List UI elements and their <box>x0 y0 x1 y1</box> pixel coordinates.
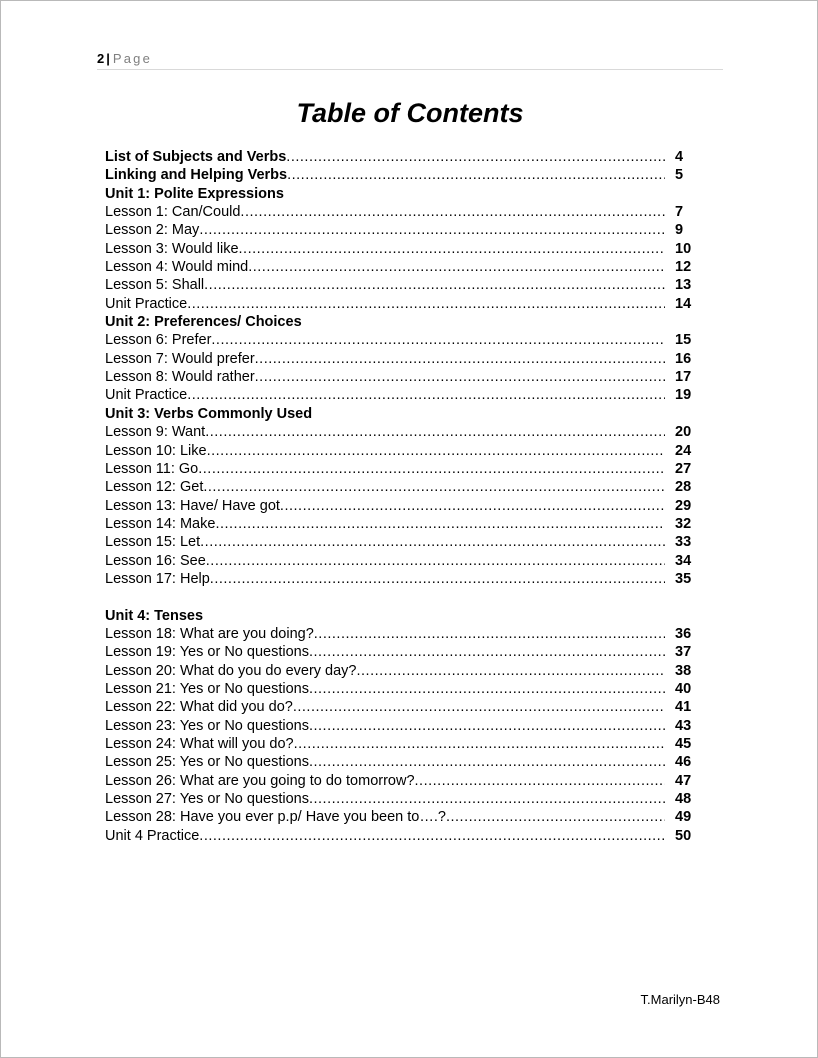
toc-entry-title: Lesson 3: Would like <box>105 240 239 257</box>
toc-leader-dots <box>187 386 665 404</box>
toc-page-number: 28 <box>675 479 692 496</box>
toc-entry[interactable] <box>105 698 715 716</box>
toc-page-number: 5 <box>675 167 684 184</box>
toc-entry-title: Lesson 4: Would mind <box>105 259 249 276</box>
page-footer: T.Marilyn-B48 <box>640 992 720 1007</box>
toc-leader-dots <box>287 166 665 184</box>
toc-leader-dots <box>286 148 665 166</box>
toc-entry-title: Lesson 12: Get <box>105 479 204 496</box>
toc-leader-dots <box>200 533 665 551</box>
toc-entry-title: Lesson 6: Prefer <box>105 332 212 349</box>
toc-leader-dots <box>206 552 665 570</box>
toc-entry[interactable] <box>105 350 715 368</box>
toc-entry-title: Lesson 7: Would prefer <box>105 350 255 367</box>
toc-entry-title: Unit 2: Preferences/ Choices <box>105 314 302 331</box>
toc-leader-dots <box>207 442 665 460</box>
page-header <box>97 51 723 70</box>
toc-page-number: 9 <box>675 222 684 239</box>
toc-leader-dots <box>294 735 665 753</box>
toc-entry-title: Unit Practice <box>105 387 188 404</box>
toc-leader-dots <box>255 350 665 368</box>
toc-page-number: 15 <box>675 332 692 349</box>
page-number: 2 <box>97 51 105 66</box>
toc-page-number: 7 <box>675 204 684 221</box>
toc-entry[interactable] <box>105 166 715 184</box>
toc-entry-title: Lesson 18: What are you doing? <box>105 625 314 642</box>
toc-leader-dots <box>255 368 665 386</box>
toc-entry-title: Unit 4 Practice <box>105 827 200 844</box>
toc-entry[interactable] <box>105 276 715 294</box>
toc-entry[interactable] <box>105 772 715 790</box>
toc-entry-title: Lesson 25: Yes or No questions <box>105 754 309 771</box>
toc-entry[interactable] <box>105 643 715 661</box>
toc-entry-title: Unit 3: Verbs Commonly Used <box>105 405 313 422</box>
toc-entry[interactable] <box>105 460 715 478</box>
toc-leader-dots <box>204 276 665 294</box>
toc-entry[interactable] <box>105 203 715 221</box>
toc-entry[interactable] <box>105 662 715 680</box>
toc-page-number: 20 <box>675 424 692 441</box>
toc-page-number: 16 <box>675 350 692 367</box>
toc-page-number: 10 <box>675 240 692 257</box>
toc-leader-dots <box>415 772 665 790</box>
toc-leader-dots <box>210 570 665 588</box>
toc-page-number: 35 <box>675 570 692 587</box>
table-of-contents <box>105 148 715 845</box>
toc-entry-title: Lesson 24: What will you do? <box>105 736 294 752</box>
toc-page-number: 38 <box>675 662 692 679</box>
toc-entry-title: Lesson 10: Like <box>105 442 207 459</box>
toc-entry-title: Unit 1: Polite Expressions <box>105 185 284 202</box>
toc-entry[interactable] <box>105 570 715 588</box>
toc-entry-title: Lesson 5: Shall <box>105 277 205 294</box>
toc-leader-dots <box>215 515 665 533</box>
toc-entry[interactable] <box>105 827 715 845</box>
header-separator: | <box>106 51 110 66</box>
toc-entry[interactable] <box>105 240 715 258</box>
toc-entry-title: Lesson 20: What do you do every day? <box>105 662 357 679</box>
toc-entry[interactable] <box>105 221 715 239</box>
toc-entry-title: Lesson 16: See <box>105 552 206 569</box>
toc-page-number: 32 <box>675 515 692 532</box>
toc-entry[interactable] <box>105 386 715 404</box>
toc-entry[interactable] <box>105 478 715 496</box>
toc-entry[interactable] <box>105 735 715 753</box>
toc-page-number: 29 <box>675 497 692 514</box>
toc-leader-dots <box>309 680 665 698</box>
toc-entry[interactable] <box>105 680 715 698</box>
toc-leader-dots <box>203 478 665 496</box>
toc-entry-title: Lesson 9: Want <box>105 424 206 441</box>
toc-entry-title: Lesson 13: Have/ Have got <box>105 497 280 514</box>
toc-page-number: 19 <box>675 387 692 404</box>
toc-section-heading <box>105 607 715 625</box>
toc-entry-title: Lesson 26: What are you going to do tomorrow? <box>105 772 415 789</box>
toc-page-number: 4 <box>675 149 684 165</box>
toc-entry-title: Lesson 1: Can/Could <box>105 204 241 221</box>
toc-leader-dots <box>239 240 665 258</box>
toc-leader-dots <box>199 221 665 239</box>
toc-page-number: 17 <box>675 369 692 386</box>
toc-entry-title: Linking and Helping Verbs <box>105 167 288 184</box>
toc-leader-dots <box>240 203 665 221</box>
toc-leader-dots <box>280 497 665 515</box>
toc-entry-title: Lesson 22: What did you do? <box>105 699 293 716</box>
toc-page-number: 12 <box>675 259 692 276</box>
toc-leader-dots <box>309 643 665 661</box>
toc-leader-dots <box>309 790 665 808</box>
toc-entry-title: Lesson 28: Have you ever p.p/ Have you been to….? <box>105 809 446 826</box>
toc-entry-title: Lesson 27: Yes or No questions <box>105 791 309 808</box>
toc-page-number: 24 <box>675 442 692 459</box>
toc-entry-title: Lesson 23: Yes or No questions <box>105 717 309 734</box>
toc-entry[interactable] <box>105 497 715 515</box>
toc-entry[interactable] <box>105 423 715 441</box>
toc-entry[interactable] <box>105 625 715 643</box>
toc-leader-dots <box>198 460 665 478</box>
toc-leader-dots <box>187 295 665 313</box>
page-title: Table of Contents <box>296 98 524 128</box>
toc-spacer <box>105 588 715 606</box>
toc-page-number: 13 <box>675 277 692 294</box>
toc-section-heading <box>105 313 715 331</box>
toc-entry[interactable] <box>105 295 715 313</box>
toc-page-number: 34 <box>675 552 692 569</box>
toc-entry[interactable] <box>105 552 715 570</box>
toc-entry-title: Lesson 21: Yes or No questions <box>105 680 309 697</box>
toc-entry-title: Lesson 17: Help <box>105 570 210 587</box>
toc-entry[interactable] <box>105 148 715 166</box>
toc-page-number: 49 <box>675 809 692 826</box>
toc-page-number: 36 <box>675 625 692 642</box>
toc-page-number: 45 <box>675 736 692 752</box>
toc-leader-dots <box>199 827 665 845</box>
toc-page-number: 50 <box>675 827 692 844</box>
toc-page-number: 48 <box>675 791 692 808</box>
toc-leader-dots <box>357 662 666 680</box>
toc-section-heading <box>105 405 715 423</box>
toc-leader-dots <box>248 258 665 276</box>
toc-page-number: 40 <box>675 680 692 697</box>
toc-page-number: 43 <box>675 717 692 734</box>
toc-leader-dots <box>309 753 665 771</box>
toc-entry[interactable] <box>105 515 715 533</box>
toc-page-number: 14 <box>675 295 692 312</box>
toc-entry-title: Lesson 11: Go <box>105 460 199 477</box>
toc-leader-dots <box>446 808 665 826</box>
page-label: Page <box>112 51 153 66</box>
toc-leader-dots <box>314 625 665 643</box>
toc-entry-title: Lesson 19: Yes or No questions <box>105 644 309 661</box>
toc-entry-title: List of Subjects and Verbs <box>105 149 287 165</box>
toc-entry-title: Lesson 14: Make <box>105 515 216 532</box>
toc-page-number: 41 <box>675 699 692 716</box>
toc-leader-dots <box>211 331 665 349</box>
toc-entry[interactable] <box>105 790 715 808</box>
toc-entry[interactable] <box>105 717 715 735</box>
toc-page-number: 47 <box>675 772 692 789</box>
toc-entry[interactable] <box>105 533 715 551</box>
toc-leader-dots <box>309 717 665 735</box>
toc-leader-dots <box>293 698 665 716</box>
toc-entry-title: Lesson 15: Let <box>105 534 201 551</box>
toc-entry[interactable] <box>105 753 715 771</box>
toc-entry-title: Unit 4: Tenses <box>105 607 204 624</box>
toc-entry[interactable] <box>105 331 715 349</box>
toc-page-number: 27 <box>675 460 692 477</box>
toc-page-number: 37 <box>675 644 692 661</box>
toc-entry[interactable] <box>105 258 715 276</box>
toc-entry-title: Unit Practice <box>105 295 188 312</box>
toc-page-number: 46 <box>675 754 692 771</box>
toc-leader-dots <box>205 423 665 441</box>
toc-entry[interactable] <box>105 368 715 386</box>
toc-entry-title: Lesson 2: May <box>105 222 200 239</box>
toc-page-number: 33 <box>675 534 692 551</box>
toc-entry-title: Lesson 8: Would rather <box>105 369 255 386</box>
toc-entry[interactable] <box>105 442 715 460</box>
toc-section-heading <box>105 185 715 203</box>
toc-entry[interactable] <box>105 808 715 826</box>
